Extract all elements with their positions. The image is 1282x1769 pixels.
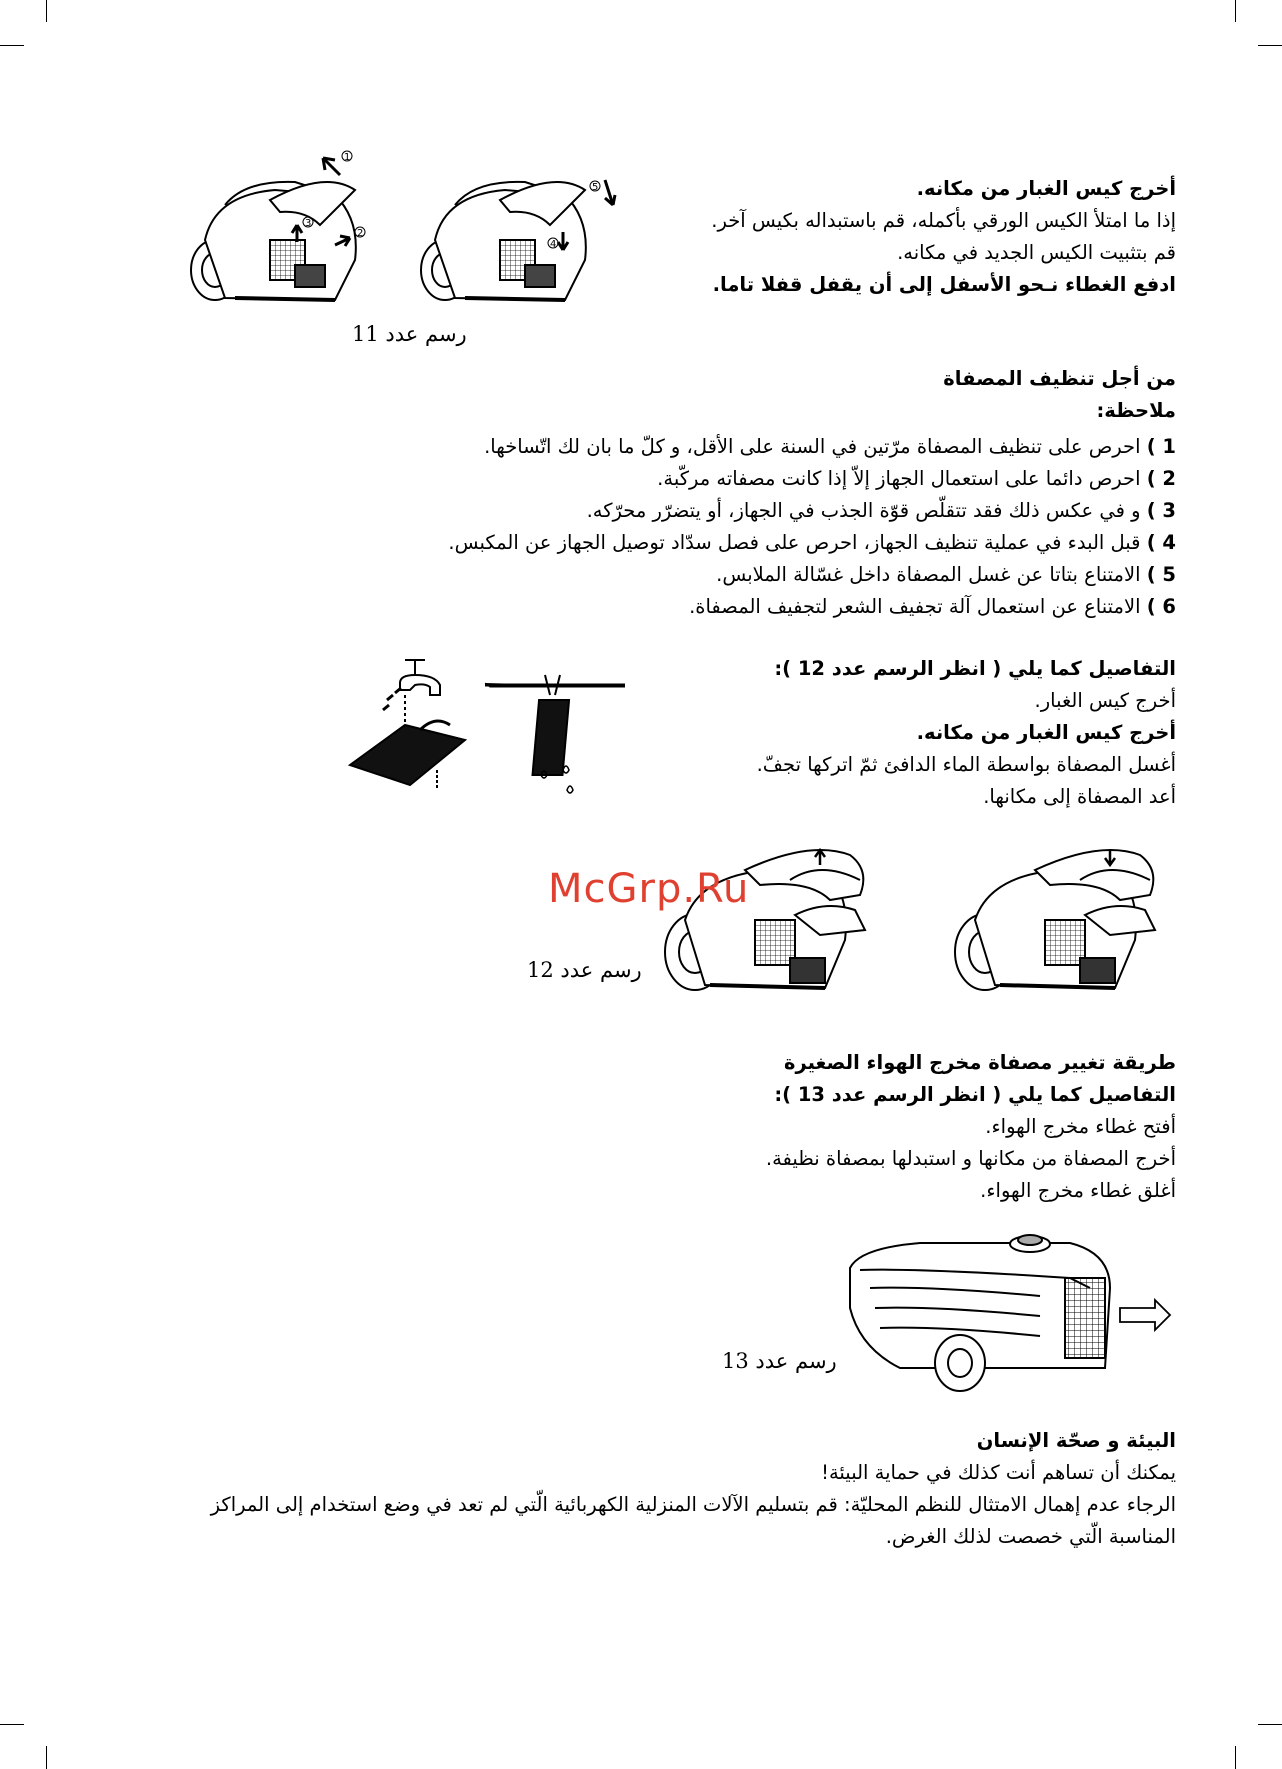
crop-mark (1235, 0, 1236, 22)
filter-washing-illustration (345, 655, 640, 795)
section5-line3: المناسبة الّتي خصصت لذلك الغرض. (885, 1525, 1176, 1548)
section2-note: ملاحظة: (1096, 399, 1176, 422)
svg-text:1: 1 (344, 152, 351, 163)
list-item-text: و في عكس ذلك فقد تتقلّص قوّة الجذب في الجهاز، أو يتضرّر محرّكه. (586, 499, 1141, 522)
list-item-text: قبل البدء في عملية تنظيف الجهاز، احرص على فصل سدّاد توصيل الجهاز عن المكبس. (448, 531, 1141, 554)
list-item-number: 1 ) (1146, 435, 1176, 458)
list-item-number: 4 ) (1146, 531, 1176, 554)
figure12-illustration (660, 840, 1185, 1005)
section3-line4: أعد المصفاة إلى مكانها. (983, 785, 1176, 808)
wet-filter-icon (350, 721, 465, 790)
section3-heading: التفاصيل كما يلي ( انظر الرسم عدد 12 ): (774, 657, 1176, 680)
figure11-caption: رسم عدد 11 (352, 322, 467, 346)
section3-line3: أغسل المصفاة بواسطة الماء الدافئ ثمّ اتركها تجفّ. (756, 753, 1176, 776)
list-item-text: احرص دائما على استعمال الجهاز إلاّ إذا كانت مصفاته مركّبة. (657, 467, 1141, 490)
list-item-text: الامتناع عن استعمال آلة تجفيف الشعر لتجفيف المصفاة. (689, 595, 1141, 618)
tap-icon (383, 660, 440, 730)
list-item-text: احرص على تنظيف المصفاة مرّتين في السنة على الأقل، و كلّ ما بان لك اتّساخها. (484, 435, 1141, 458)
vacuum-open-lid-left (191, 182, 356, 300)
figure11-illustration (185, 150, 635, 310)
section4-line1: أفتح غطاء مخرج الهواء. (985, 1115, 1176, 1138)
crop-mark (46, 1746, 47, 1769)
section5-line1: يمكنك أن تساهم أنت كذلك في حماية البيئة! (821, 1461, 1176, 1484)
list-item (448, 528, 1176, 558)
list-item (587, 496, 1176, 526)
svg-text:4: 4 (550, 239, 557, 250)
section1-line1: إذا ما امتلأ الكيس الورقي بأكمله، قم باستبداله بكيس آخر. (711, 209, 1176, 232)
list-item-number: 5 ) (1146, 563, 1176, 586)
section5-line2: الرجاء عدم إهمال الامتثال للنظم المحليّة: قم بتسليم الآلات المنزلية الكهربائية الّتي لم تعد في وضع استخدام إلى المراكز (210, 1493, 1176, 1516)
crop-mark (0, 45, 24, 46)
vacuum-exhaust-filter (850, 1235, 1170, 1391)
svg-text:5: 5 (592, 182, 599, 193)
vacuum-open-lid-right (421, 180, 615, 300)
watermark: McGrp.Ru (548, 866, 750, 912)
crop-mark (1258, 45, 1282, 46)
crop-mark (46, 0, 47, 22)
list-item-text: الامتناع بتاتا عن غسل المصفاة داخل غسّالة الملابس. (716, 563, 1141, 586)
section3-line2: أخرج كيس الغبار من مكانه. (916, 721, 1176, 744)
crop-mark (1235, 1746, 1236, 1769)
section4-heading: طريقة تغيير مصفاة مخرج الهواء الصغيرة (783, 1051, 1176, 1074)
list-item (716, 560, 1176, 590)
list-item (657, 464, 1176, 494)
section4-line2: أخرج المصفاة من مكانها و استبدلها بمصفاة نظيفة. (765, 1147, 1176, 1170)
list-item-number: 2 ) (1146, 467, 1176, 490)
section1-heading: أخرج كيس الغبار من مكانه. (916, 177, 1176, 200)
section3-line1: أخرج كيس الغبار. (1034, 689, 1176, 712)
section5-heading: البيئة و صحّة الإنسان (976, 1429, 1176, 1452)
section2-heading: من أجل تنظيف المصفاة (943, 367, 1176, 390)
list-item (484, 432, 1176, 462)
vacuum-filter-insert-right (955, 850, 1155, 990)
svg-text:3: 3 (305, 218, 312, 229)
list-item (689, 592, 1176, 622)
figure13-illustration (840, 1228, 1180, 1393)
section4-line3: أغلق غطاء مخرج الهواء. (980, 1179, 1176, 1202)
section1-line2: قم بتثبيت الكيس الجديد في مكانه. (897, 241, 1176, 264)
section1-line3: ادفع الغطاء نـحو الأسفل إلى أن يقفل قفلا تاما. (712, 273, 1176, 296)
drying-filter-icon (485, 675, 625, 793)
crop-mark (0, 1724, 24, 1725)
figure12-caption: رسم عدد 12 (527, 958, 642, 982)
svg-text:2: 2 (357, 228, 364, 239)
list-item-number: 6 ) (1146, 595, 1176, 618)
figure13-caption: رسم عدد 13 (722, 1349, 837, 1373)
section4-subheading: التفاصيل كما يلي ( انظر الرسم عدد 13 ): (774, 1083, 1176, 1106)
list-item-number: 3 ) (1146, 499, 1176, 522)
crop-mark (1258, 1724, 1282, 1725)
